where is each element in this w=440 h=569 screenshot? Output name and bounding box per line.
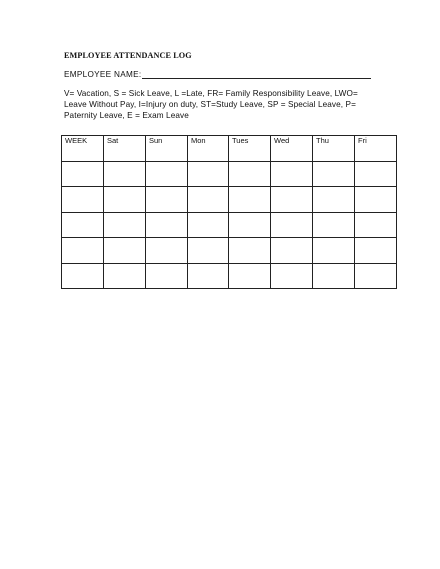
header-cell-tues: Tues (229, 136, 271, 162)
table-cell[interactable] (188, 238, 229, 263)
table-row (62, 187, 397, 212)
attendance-table (61, 135, 397, 289)
header-cell-mon: Mon (188, 136, 229, 162)
header-cell-week: WEEK (62, 136, 104, 162)
table-cell[interactable] (355, 162, 397, 187)
table-cell[interactable] (146, 162, 188, 187)
employee-name-row (64, 70, 371, 79)
table-cell[interactable] (355, 263, 397, 288)
table-cell[interactable] (313, 187, 355, 212)
header-cell-wed: Wed (271, 136, 313, 162)
table-cell[interactable] (355, 212, 397, 237)
table-cell[interactable] (229, 263, 271, 288)
table-cell[interactable] (271, 162, 313, 187)
table-cell[interactable] (62, 162, 104, 187)
table-cell[interactable] (229, 162, 271, 187)
table-cell[interactable] (313, 263, 355, 288)
table-cell[interactable] (229, 187, 271, 212)
table-cell[interactable] (104, 212, 146, 237)
table-cell[interactable] (313, 212, 355, 237)
table-cell[interactable] (271, 187, 313, 212)
header-cell-thu: Thu (313, 136, 355, 162)
table-cell[interactable] (229, 238, 271, 263)
header-cell-fri: Fri (355, 136, 397, 162)
header-cell-sun: Sun (146, 136, 188, 162)
table-cell[interactable] (62, 212, 104, 237)
table-cell[interactable] (62, 238, 104, 263)
table-cell[interactable] (188, 162, 229, 187)
table-row (62, 263, 397, 288)
table-cell[interactable] (188, 263, 229, 288)
table-cell[interactable] (355, 187, 397, 212)
table-cell[interactable] (146, 238, 188, 263)
employee-name-field[interactable] (142, 71, 371, 79)
table-cell[interactable] (271, 238, 313, 263)
table-cell[interactable] (62, 263, 104, 288)
table-cell[interactable] (313, 162, 355, 187)
table-cell[interactable] (313, 238, 355, 263)
employee-name-label: EMPLOYEE NAME: (64, 70, 142, 79)
table-cell[interactable] (188, 187, 229, 212)
table-cell[interactable] (146, 187, 188, 212)
table-header-row (62, 136, 397, 162)
table-cell[interactable] (104, 187, 146, 212)
table-cell[interactable] (271, 212, 313, 237)
table-cell[interactable] (146, 212, 188, 237)
table-row (62, 238, 397, 263)
table-cell[interactable] (271, 263, 313, 288)
table-cell[interactable] (355, 238, 397, 263)
table-cell[interactable] (229, 212, 271, 237)
table-cell[interactable] (188, 212, 229, 237)
document-title: EMPLOYEE ATTENDANCE LOG (64, 51, 192, 60)
table-cell[interactable] (62, 187, 104, 212)
table-cell[interactable] (104, 238, 146, 263)
table-cell[interactable] (104, 162, 146, 187)
table-cell[interactable] (146, 263, 188, 288)
header-cell-sat: Sat (104, 136, 146, 162)
table-cell[interactable] (104, 263, 146, 288)
leave-codes-legend: V= Vacation, S = Sick Leave, L =Late, FR= Family Responsibility Leave, LWO= Leave Without Pay, I=Injury on duty, ST=Study Leave, SP = Special Leave, P= Paternity Leave, E = Exam Leave (64, 89, 358, 120)
table-row (62, 162, 397, 187)
table-row (62, 212, 397, 237)
